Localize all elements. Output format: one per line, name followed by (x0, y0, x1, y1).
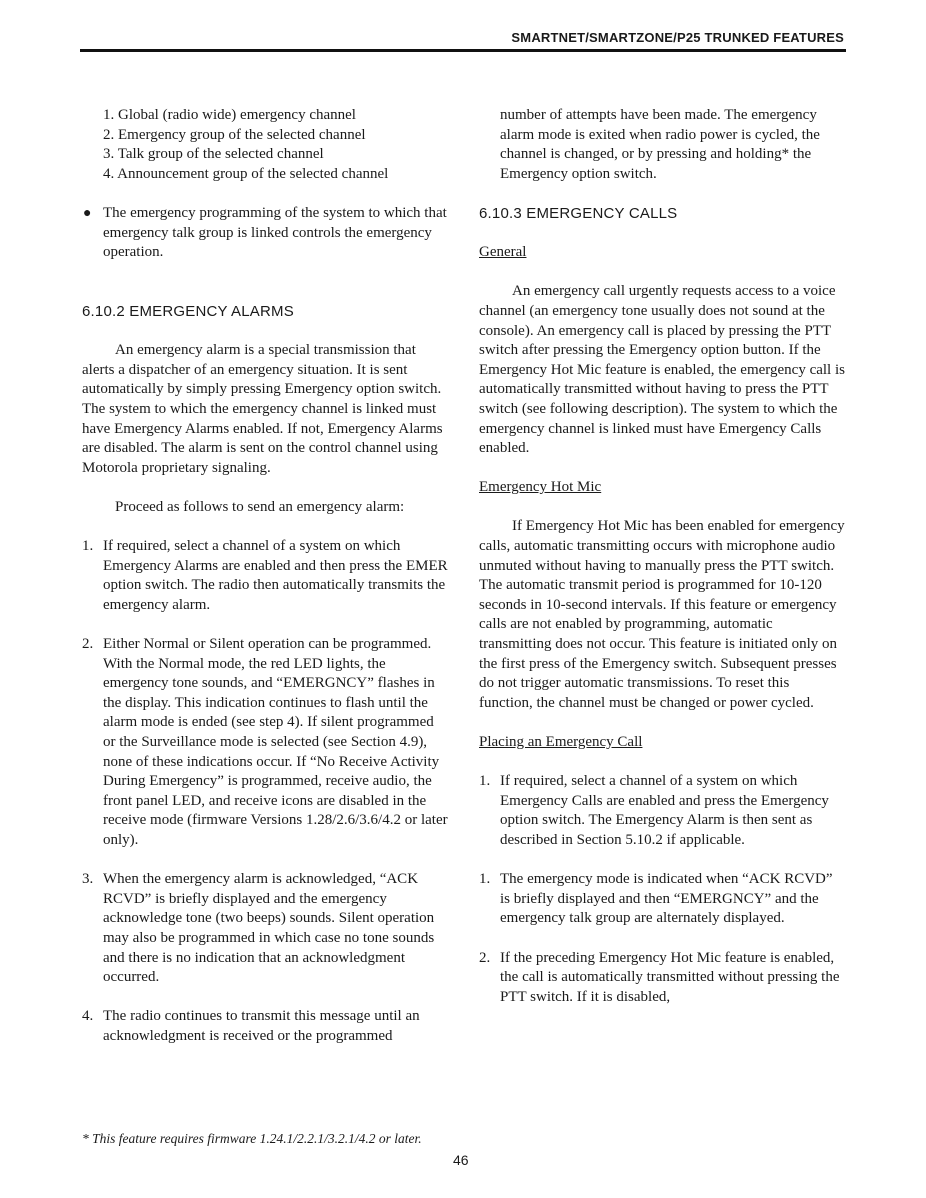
list-item: 3. Talk group of the selected channel (103, 146, 324, 163)
list-item (479, 772, 845, 850)
list-item: 1. Global (radio wide) emergency channel (103, 107, 356, 123)
paragraph: Proceed as follows to send an emergency alarm: (115, 498, 405, 515)
bullet-icon: ● (83, 205, 92, 221)
paragraph: If Emergency Hot Mic has been enabled for emergency calls, automatic transmitting occurs with microphone audio unmuted without having to manually press the PTT switch. The automatic transmit period is programmed for 10-120 seconds in 10-second intervals. If this feature or emergency calls are not enabled by programming, automatic transmitting does not occur. This feature is initiated only on the first press of the Emergency switch. Subsequent presses do not trigger automatic transmissions. To reset this function, the channel must be changed or power cycled. (479, 518, 845, 711)
call-steps (479, 772, 845, 1007)
step-number: 2. (479, 949, 491, 966)
page-number: 46 (453, 1152, 469, 1168)
step-text: When the emergency alarm is acknowledged, “ACK RCVD” is briefly displayed and the emergency acknowledge tone (two beeps) sounds. Silent operation may also be programmed in which case no tone sounds and there is no indication that an acknowledgment occurred. (103, 871, 435, 986)
step-text: The emergency mode is indicated when “ACK RCVD” is briefly displayed and then “EMERGNCY” and the emergency talk group are alternately displayed. (500, 871, 833, 927)
page-header (80, 30, 846, 52)
subheading-hot-mic: Emergency Hot Mic (479, 479, 602, 496)
paragraph: An emergency alarm is a special transmission that alerts a dispatcher of an emergency situation. It is sent automatically by simply pressing Emergency option switch. The system to which the emergency channel is linked must have Emergency Alarms enabled. If not, Emergency Alarms are disabled. The alarm is sent on the control channel using Motorola proprietary signaling. (82, 342, 443, 476)
right-column (479, 106, 845, 1007)
header-rule (80, 49, 846, 52)
step-number: 1. (479, 773, 491, 790)
left-column (82, 106, 448, 1047)
step-text: Either Normal or Silent operation can be programmed. With the Normal mode, the red LED lights, the emergency tone sounds, and “EMERGNCY” flashes in the display. This indication continues to flash until the alarm mode is ended (see step 4). If silent programmed or the Surveillance mode is selected (see Section 4.9), none of these indications occur. If “No Receive Activity During Emergency” is programmed, receive audio, the front panel LED, and receive icons are disabled in the receive mode (firmware Versions 1.28/2.6/3.6/4.2 or later only). (103, 636, 448, 848)
list-item (82, 1007, 448, 1046)
list-item (479, 870, 845, 929)
paragraph: An emergency call urgently requests access to a voice channel (an emergency tone usually does not sound at the console). An emergency call is placed by pressing the PTT switch after pressing the Emergency option button. If the Emergency Hot Mic feature is enabled, the emergency call is automatically transmitted without having to press the PTT switch (see following description). The system to which the emergency channel is linked must have Emergency Calls enabled. (479, 283, 845, 457)
list-item: 2. Emergency group of the selected channel (103, 126, 366, 143)
paragraph: number of attempts have been made. The emergency alarm mode is exited when radio power is cycled, the channel is changed, or by pressing and holding* the Emergency option switch. (500, 107, 820, 182)
step-number: 4. (82, 1008, 94, 1025)
step-number: 3. (82, 871, 94, 888)
section-heading-alarms: 6.10.2 EMERGENCY ALARMS (82, 302, 294, 320)
footnote: * This feature requires firmware 1.24.1/2.2.1/3.2.1/4.2 or later. (82, 1131, 422, 1146)
step-number: 2. (82, 636, 94, 653)
step-number: 1. (479, 871, 491, 888)
subheading-placing-call: Placing an Emergency Call (479, 734, 643, 750)
list-item (82, 635, 448, 851)
subheading-general: General (479, 244, 527, 261)
alarm-steps (82, 537, 448, 1046)
step-number: 1. (82, 538, 94, 555)
step-text: If required, select a channel of a system on which Emergency Alarms are enabled and then press the EMER option switch. The radio then automatically transmits the emergency alarm. (103, 538, 448, 613)
list-item: 4. Announcement group of the selected channel (103, 165, 389, 182)
step-text: If required, select a channel of a system on which Emergency Calls are enabled and press the Emergency option switch. The Emergency Alarm is then sent as described in Section 5.10.2 if applicable. (500, 773, 829, 848)
step-text: If the preceding Emergency Hot Mic feature is enabled, the call is automatically transmitted without pressing the PTT switch. If it is disabled, (500, 949, 840, 1005)
bullet-item (82, 204, 448, 263)
list-item (479, 949, 845, 1008)
list-item (82, 870, 448, 988)
bullet-text: The emergency programming of the system to which that emergency talk group is linked controls the emergency operation. (103, 204, 447, 261)
step-text: The radio continues to transmit this message until an acknowledgment is received or the programmed (103, 1008, 420, 1044)
section-heading-calls: 6.10.3 EMERGENCY CALLS (479, 204, 678, 222)
priority-list (82, 106, 448, 184)
header-title: SMARTNET/SMARTZONE/P25 TRUNKED FEATURES (511, 30, 844, 45)
list-item (82, 537, 448, 615)
